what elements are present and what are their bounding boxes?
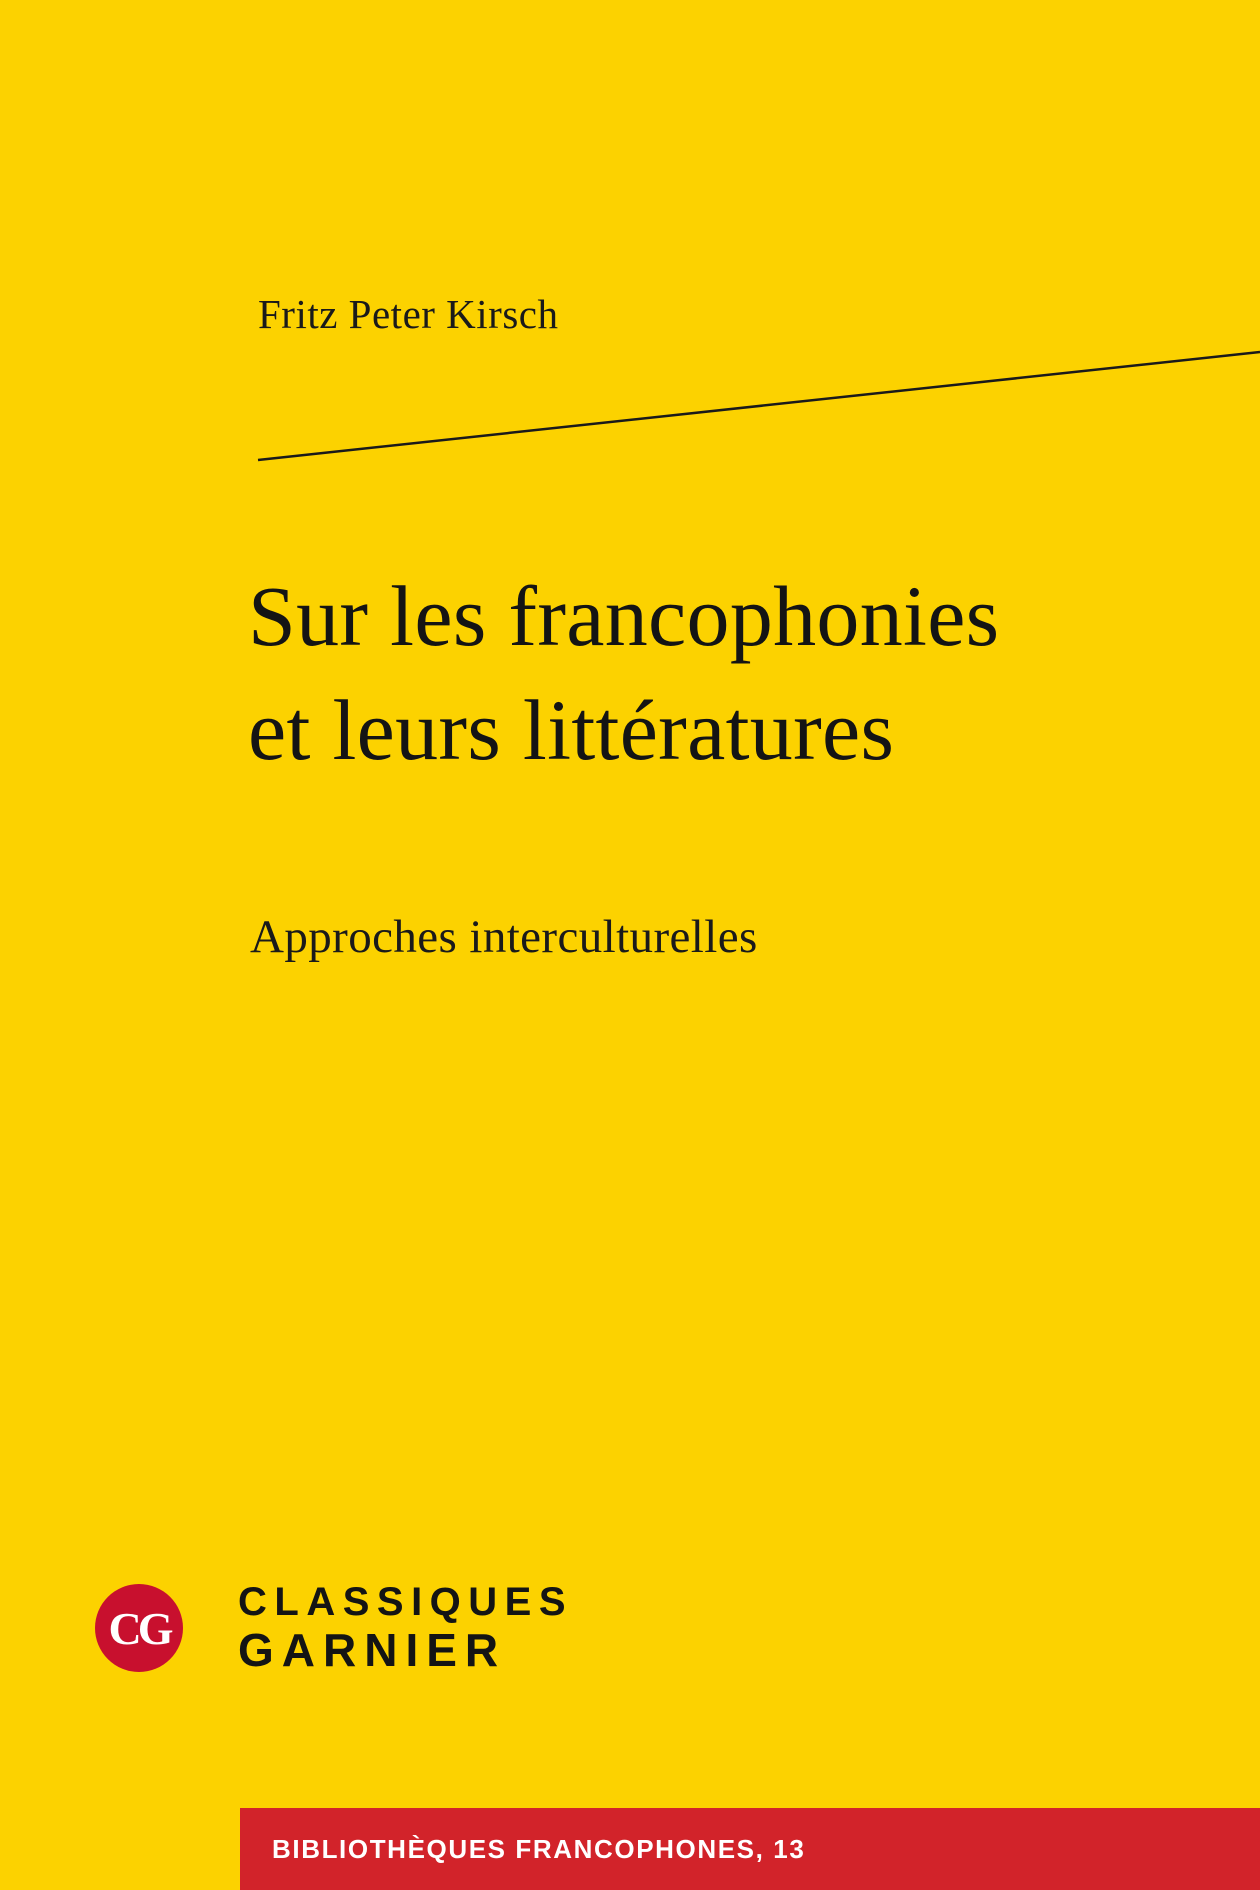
title-line-2: et leurs littératures	[248, 681, 895, 778]
classiques-garnier-logo-icon: CG	[95, 1584, 183, 1672]
title-line-1: Sur les francophonies	[248, 568, 1000, 664]
publisher-block	[95, 1580, 573, 1676]
book-title	[248, 560, 1208, 787]
publisher-name-line-2: GARNIER	[238, 1623, 507, 1676]
publisher-name-line-1: CLASSIQUES	[238, 1580, 574, 1624]
diagonal-rule	[0, 330, 1260, 470]
book-subtitle: Approches interculturelles	[250, 911, 758, 963]
series-label: BIBLIOTHÈQUES FRANCOPHONES, 13	[272, 1833, 806, 1864]
diagonal-rule-svg	[0, 330, 1260, 470]
series-band	[240, 1808, 1260, 1890]
author-name: Fritz Peter Kirsch	[258, 291, 559, 337]
publisher-name	[238, 1580, 573, 1676]
